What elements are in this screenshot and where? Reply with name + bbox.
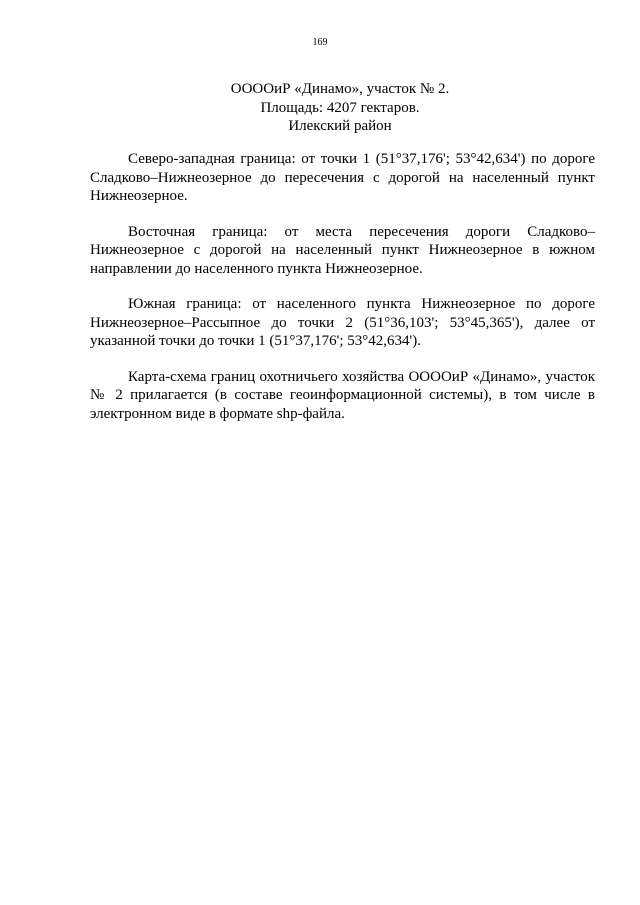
paragraph-south-boundary: Южная граница: от населенного пункта Нижнеозерное по дороге Нижнеозерное–Рассыпное до точки 2 (51°36,103'; 53°45,365'), далее от указанной точки до точки 1 (51°37,176'; 53°42,634'). xyxy=(90,296,595,349)
header-area: Площадь: 4207 гектаров. xyxy=(260,99,420,116)
paragraph-map-scheme: Карта-схема границ охотничьего хозяйства ООООиР «Динамо», участок № 2 прилагается (в составе геоинформационной системы), в том числе в электронном виде в формате shp-файла. xyxy=(90,368,595,422)
header-organization: ООООиР «Динамо», участок № 2. xyxy=(230,81,450,97)
document-header xyxy=(80,80,600,136)
document-body xyxy=(90,150,595,440)
header-district: Илекский район xyxy=(288,118,392,134)
paragraph-east-boundary: Восточная граница: от места пересечения дороги Сладково–Нижнеозерное с дорогой на населенный пункт Нижнеозерное в южном направлении до населенного пункта Нижнеозерное. xyxy=(90,223,595,277)
page-number: 169 xyxy=(312,37,328,48)
paragraph-northwest-boundary: Северо-западная граница: от точки 1 (51°37,176'; 53°42,634') по дороге Сладково–Нижнеозерное до пересечения с дорогой на населенный пункт Нижнеозерное. xyxy=(90,151,595,204)
